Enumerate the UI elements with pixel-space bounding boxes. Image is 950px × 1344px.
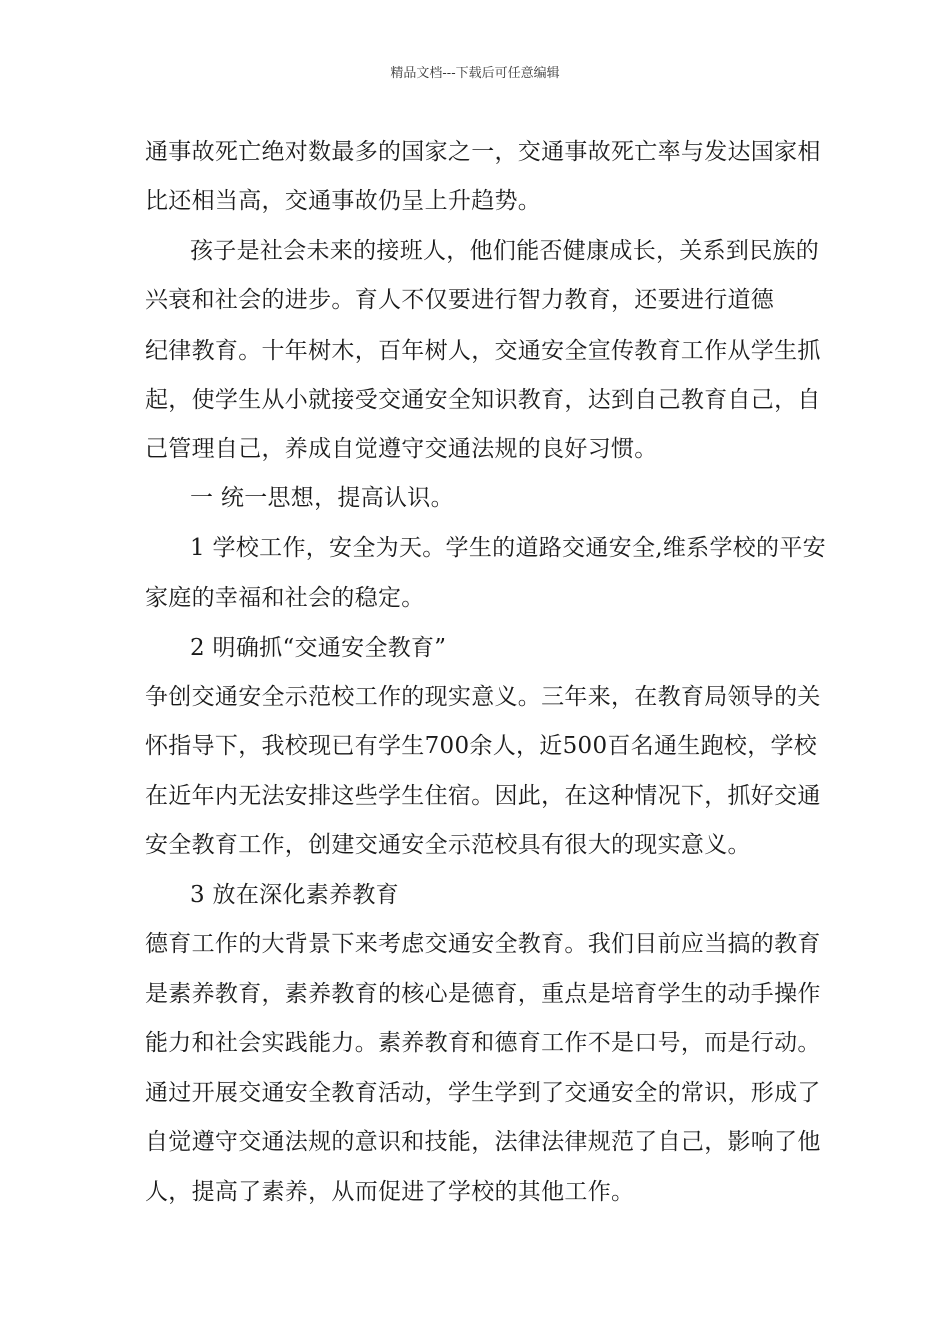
body-line: 能力和社会实践能力。素养教育和德育工作不是口号，而是行动。 (145, 1030, 821, 1056)
page-header: 精品文档---下载后可任意编辑 (390, 66, 560, 81)
body-line: 人，提高了素养，从而促进了学校的其他工作。 (145, 1179, 635, 1205)
section-heading: 一 统一思想，提高认识。 (190, 485, 454, 511)
body-line: 怀指导下，我校现已有学生700余人，近500百名通生跑校，学校 (145, 733, 818, 759)
body-line: 家庭的幸福和社会的稳定。 (145, 585, 425, 611)
body-line: 德育工作的大背景下来考虑交通安全教育。我们目前应当搞的教育 (145, 931, 821, 957)
body-line: 通事故死亡绝对数最多的国家之一，交通事故死亡率与发达国家相 (145, 139, 821, 165)
body-line: 纪律教育。十年树木，百年树人，交通安全宣传教育工作从学生抓 (145, 338, 821, 364)
body-line: 自觉遵守交通法规的意识和技能，法律法律规范了自己，影响了他 (145, 1129, 821, 1155)
numbered-item: 3 放在深化素养教育 (190, 882, 399, 908)
paragraph-first-line: 孩子是社会未来的接班人，他们能否健康成长，关系到民族的 (190, 238, 820, 264)
body-line: 是素养教育，素养教育的核心是德育，重点是培育学生的动手操作 (145, 981, 821, 1007)
body-line: 比还相当高，交通事故仍呈上升趋势。 (145, 188, 542, 214)
body-line: 在近年内无法安排这些学生住宿。因此，在这种情况下，抓好交通 (145, 783, 821, 809)
body-line: 通过开展交通安全教育活动，学生学到了交通安全的常识，形成了 (145, 1080, 821, 1106)
body-line: 起，使学生从小就接受交通安全知识教育，达到自己教育自己，自 (145, 387, 821, 413)
numbered-item: 2 明确抓“交通安全教育” (190, 635, 447, 661)
numbered-item: 1 学校工作，安全为天。学生的道路交通安全,维系学校的平安 (190, 535, 826, 561)
body-line: 己管理自己，养成自觉遵守交通法规的良好习惯。 (145, 436, 658, 462)
body-line: 安全教育工作，创建交通安全示范校具有很大的现实意义。 (145, 832, 751, 858)
body-line: 争创交通安全示范校工作的现实意义。三年来，在教育局领导的关 (145, 684, 821, 710)
body-line: 兴衰和社会的进步。育人不仅要进行智力教育，还要进行道德 (145, 287, 775, 313)
